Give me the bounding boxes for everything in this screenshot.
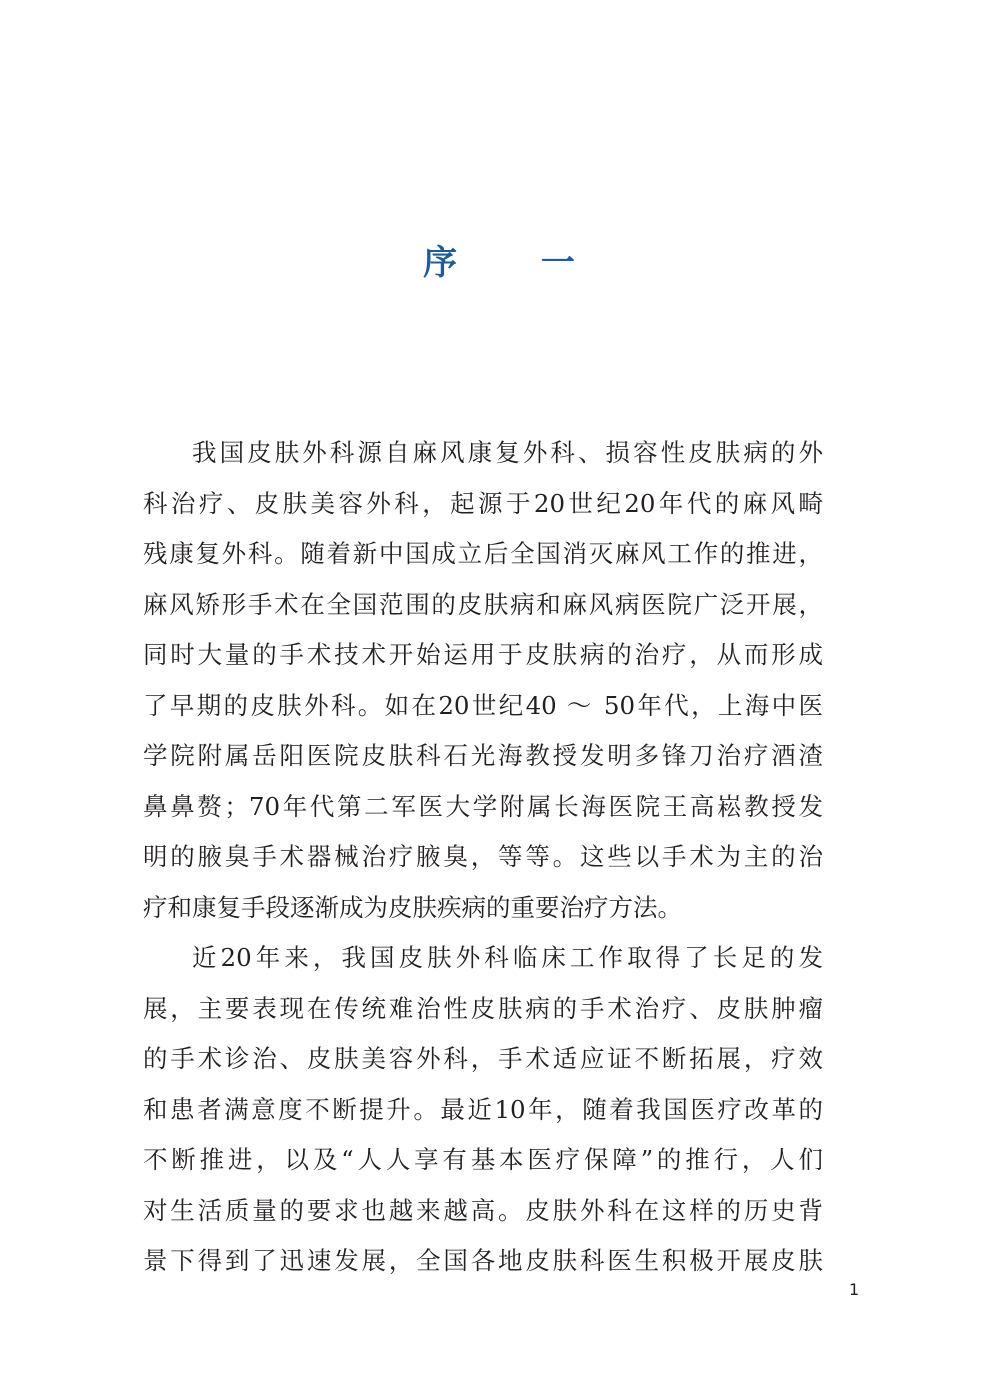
text-line: 和患者满意度不断提升。最近10年，随着我国医疗改革的 [143,1094,823,1124]
text-line: 对生活质量的要求也越来越高。皮肤外科在这样的历史背 [143,1195,823,1225]
paragraph-1 [143,428,823,933]
text-line: 我国皮肤外科源自麻风康复外科、损容性皮肤病的外 [192,438,823,467]
paragraph-2 [143,933,823,1287]
text-line: 科治疗、皮肤美容外科，起源于20世纪20年代的麻风畸 [143,488,823,518]
page-number: 1 [849,1280,860,1299]
text-line: 近20年来，我国皮肤外科临床工作取得了长足的发 [192,943,823,972]
text-line: 疗和康复手段逐渐成为皮肤疾病的重要治疗方法。 [143,892,682,922]
text-line: 了早期的皮肤外科。如在20世纪40 ～ 50年代，上海中医 [143,690,823,720]
text-line: 景下得到了迅速发展，全国各地皮肤科医生积极开展皮肤 [143,1246,823,1275]
text-line: 麻风矫形手术在全国范围的皮肤病和麻风病医院广泛开展， [143,589,823,619]
text-line: 不断推进，以及“人人享有基本医疗保障”的推行，人们 [143,1145,823,1174]
text-line: 学院附属岳阳医院皮肤科石光海教授发明多锋刀治疗酒渣 [143,741,823,770]
text-line: 鼻鼻赘；70年代第二军医大学附属长海医院王高崧教授发 [143,791,823,821]
text-line: 残康复外科。随着新中国成立后全国消灭麻风工作的推进， [143,539,823,568]
text-line: 明的腋臭手术器械治疗腋臭，等等。这些以手术为主的治 [143,842,823,871]
body-text [143,428,823,1287]
text-line: 同时大量的手术技术开始运用于皮肤病的治疗，从而形成 [143,640,823,669]
page-title: 序 一 [423,243,611,283]
text-line: 的手术诊治、皮肤美容外科，手术适应证不断拓展，疗效 [143,1044,823,1073]
text-line: 展，主要表现在传统难治性皮肤病的手术治疗、皮肤肿瘤 [143,993,823,1023]
